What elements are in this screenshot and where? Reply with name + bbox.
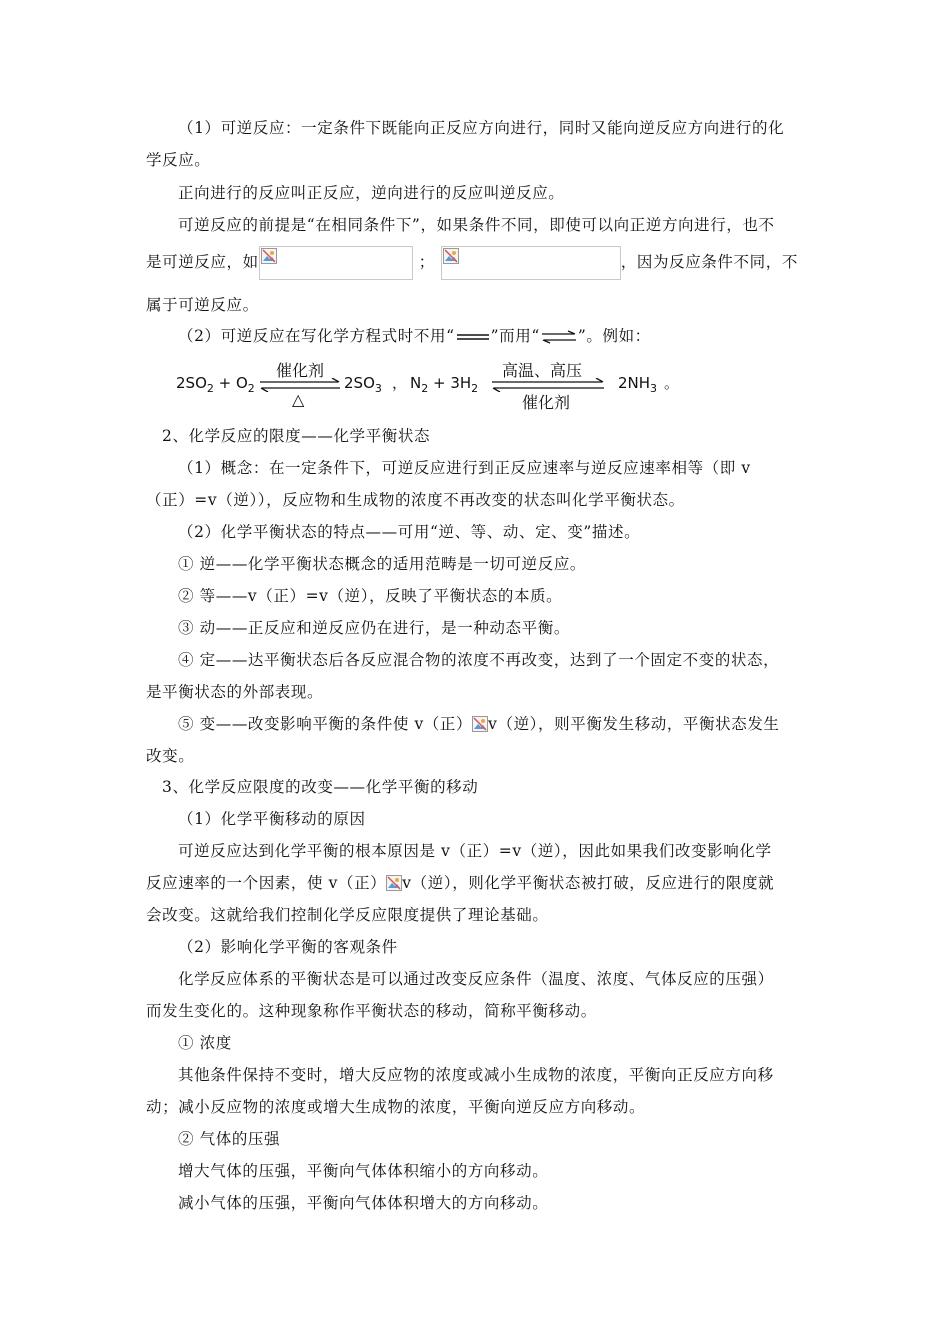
s2-concept-1: （1）概念：在一定条件下，可逆反应进行到正反应速率与逆反应速率相等（即 v	[178, 459, 751, 477]
broken-image-icon	[443, 248, 459, 264]
eq2-product: $2NH_3$	[618, 374, 658, 395]
broken-image-icon	[386, 875, 402, 891]
s3-pressure-a: 增大气体的压强，平衡向气体体积缩小的方向移动。	[178, 1162, 549, 1180]
s3-concentration-b: 动；减小反应物的浓度或增大生成物的浓度，平衡向逆反应方向移动。	[146, 1098, 646, 1116]
p1-line5-b: ；	[418, 253, 435, 271]
p1-line7-b: ”而用“	[490, 327, 540, 345]
s3-cause-heading: （1）化学平衡移动的原因	[178, 810, 366, 828]
s2-item-1: ① 逆——化学平衡状态概念的适用范畴是一切可逆反应。	[178, 555, 587, 573]
eq2-catalyst: 催化剂	[522, 393, 571, 412]
eq1-reactants: $2SO_2 + O_2$	[176, 374, 255, 395]
s3-heading: 3、化学反应限度的改变——化学平衡的移动	[162, 778, 479, 796]
eq-end: 。	[664, 374, 680, 392]
s2-item-4b: 是平衡状态的外部表现。	[146, 683, 324, 701]
s3-para1-a: 可逆反应达到化学平衡的根本原因是 v（正）=v（逆），因此如果我们改变影响化学	[178, 842, 772, 860]
p1-line4: 可逆反应的前提是“在相同条件下”，如果条件不同，即使可以向正逆方向进行，也不	[178, 216, 775, 234]
s2-item-3: ③ 动——正反应和逆反应仍在进行，是一种动态平衡。	[178, 619, 570, 637]
s2-item-2: ② 等——v（正）=v（逆），反映了平衡状态的本质。	[178, 587, 563, 605]
eq1-catalyst: 催化剂	[276, 361, 325, 380]
s2-features: （2）化学平衡状态的特点——可用“逆、等、动、定、变”描述。	[178, 523, 641, 541]
p1-line6: 属于可逆反应。	[146, 296, 259, 314]
s3-pressure-heading: ② 气体的压强	[178, 1130, 281, 1148]
eq2-conditions: 高温、高压	[502, 361, 583, 380]
p1-line7-c: ”。例如：	[577, 327, 651, 345]
s3-para1-b: 反应速率的一个因素，使 v（正） v（逆），则化学平衡状态被打破，反应进行的限度就	[146, 874, 775, 892]
eq1-product: $2SO_3$	[344, 374, 382, 395]
eq1-heat: △	[292, 390, 305, 409]
p1-line2: 学反应。	[146, 151, 211, 169]
s3-pressure-b: 减小气体的压强，平衡向气体体积增大的方向移动。	[178, 1194, 549, 1212]
s3-para1-c: 会改变。这就给我们控制化学反应限度提供了理论基础。	[146, 906, 549, 924]
broken-image-2	[441, 246, 621, 280]
p1-line7	[178, 326, 651, 346]
p1-line1: （1）可逆反应：一定条件下既能向正反应方向进行，同时又能向逆反应方向进行的化	[178, 119, 785, 137]
s3-para2-a: 化学反应体系的平衡状态是可以通过改变反应条件（温度、浓度、气体反应的压强）	[178, 970, 774, 988]
s2-item-5a: ⑤ 变——改变影响平衡的条件使 v（正） v（逆），则平衡发生移动，平衡状态发生	[178, 715, 780, 733]
p1-line3: 正向进行的反应叫正反应，逆向进行的反应叫逆反应。	[178, 184, 565, 202]
eq2-reactants: $N_2 + 3H_2$	[410, 374, 479, 395]
reversible-arrow-icon	[540, 330, 578, 344]
s2-heading: 2、化学反应的限度——化学平衡状态	[162, 427, 431, 445]
p1-line5	[146, 245, 798, 280]
broken-image-icon	[472, 716, 488, 732]
s2-item-4a: ④ 定——达平衡状态后各反应混合物的浓度不再改变，达到了一个固定不变的状态，	[178, 651, 780, 669]
p1-line5-c: ，因为反应条件不同，不	[620, 253, 798, 271]
s3-conditions-heading: （2）影响化学平衡的客观条件	[178, 938, 398, 956]
s2-concept-2: （正）=v（逆）），反应物和生成物的浓度不再改变的状态叫化学平衡状态。	[146, 491, 685, 509]
broken-image-1	[259, 246, 413, 280]
p1-line5-a: 是可逆反应，如	[146, 253, 259, 271]
s3-para2-b: 而发生变化的。这种现象称作平衡状态的移动，简称平衡移动。	[146, 1002, 597, 1020]
s3-concentration-a: 其他条件保持不变时，增大反应物的浓度或减小生成物的浓度，平衡向正反应方向移	[178, 1066, 774, 1084]
s3-concentration-heading: ① 浓度	[178, 1034, 232, 1052]
equals-sign-icon	[455, 331, 491, 343]
p1-line7-a: （2）可逆反应在写化学方程式时不用“	[178, 327, 455, 345]
broken-image-icon	[261, 248, 277, 264]
eq-separator: ，	[392, 374, 408, 392]
s2-item-5b: 改变。	[146, 747, 195, 765]
